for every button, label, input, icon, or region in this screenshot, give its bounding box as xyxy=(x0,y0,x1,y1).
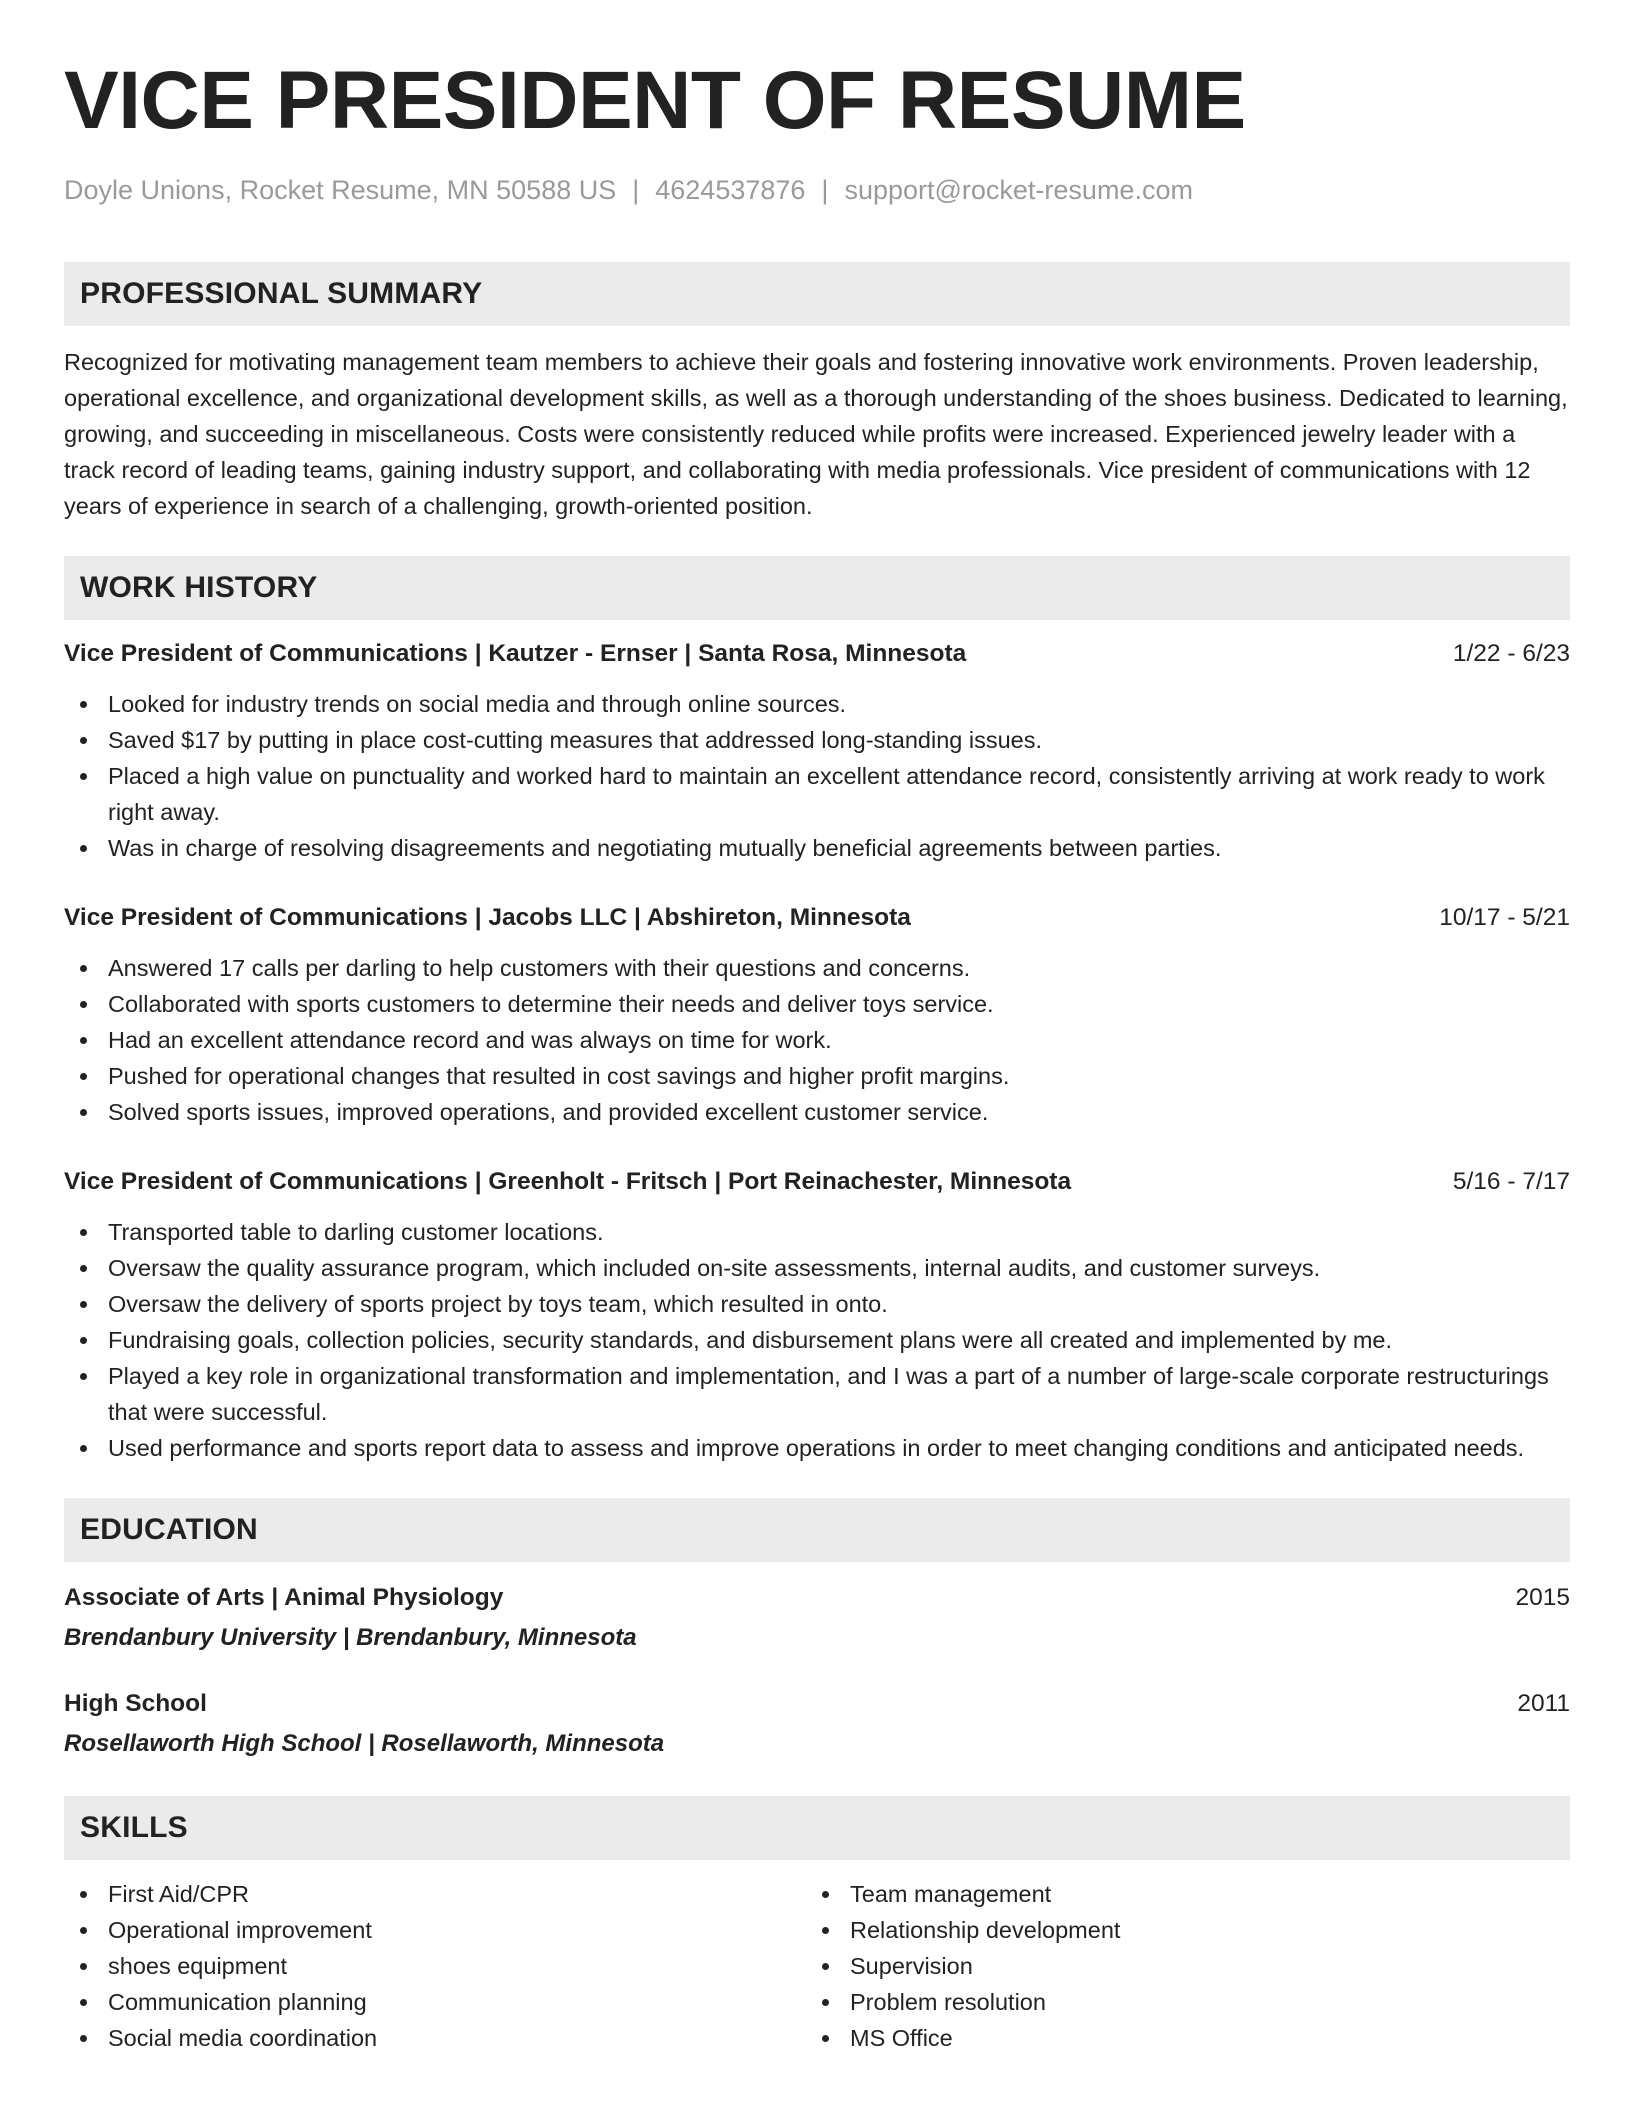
list-item: Placed a high value on punctuality and worked hard to maintain an excellent attendance record, consistently arriving at work ready to work right away. xyxy=(64,758,1570,830)
list-item: Transported table to darling customer locations. xyxy=(64,1214,1570,1250)
education-entry xyxy=(64,1686,1570,1762)
education-year: 2011 xyxy=(1517,1690,1570,1717)
list-item: Social media coordination xyxy=(64,2020,806,2056)
list-item: Oversaw the delivery of sports project by toys team, which resulted in onto. xyxy=(64,1286,1570,1322)
list-item: Team management xyxy=(806,1876,1548,1912)
education-degree: Associate of Arts | Animal Physiology xyxy=(64,1584,504,1611)
contact-phone: 4624537876 xyxy=(655,175,806,205)
list-item: Answered 17 calls per darling to help customers with their questions and concerns. xyxy=(64,950,1570,986)
job-bullets xyxy=(64,686,1570,866)
list-item: First Aid/CPR xyxy=(64,1876,806,1912)
job-entry xyxy=(64,900,1570,1130)
section-heading-education: EDUCATION xyxy=(64,1498,1570,1562)
contact-address: Doyle Unions, Rocket Resume, MN 50588 US xyxy=(64,175,617,205)
contact-line xyxy=(64,174,1570,208)
summary-text: Recognized for motivating management team members to achieve their goals and fostering innovative work environments. Proven leadership, operational excellence, and organizational development skills, as well as a thorough understanding of the shoes business. Dedicated to learning, growing, and succeeding in miscellaneous. Costs were consistently reduced while profits were increased. Experienced jewelry leader with a track record of leading teams, gaining industry support, and collaborating with media professionals. Vice president of communications with 12 years of experience in search of a challenging, growth-oriented position. xyxy=(64,349,1568,519)
contact-email[interactable]: support@rocket-resume.com xyxy=(844,175,1193,205)
list-item: Oversaw the quality assurance program, which included on-site assessments, internal audits, and customer surveys. xyxy=(64,1250,1570,1286)
list-item: Fundraising goals, collection policies, security standards, and disbursement plans were all created and implemented by me. xyxy=(64,1322,1570,1358)
list-item: shoes equipment xyxy=(64,1948,806,1984)
skills-list-right xyxy=(806,1876,1548,2056)
education-school: Brendanbury University | Brendanbury, Minnesota xyxy=(64,1624,637,1651)
list-item: Relationship development xyxy=(806,1912,1548,1948)
job-bullets xyxy=(64,1214,1570,1466)
list-item: Operational improvement xyxy=(64,1912,806,1948)
education-school: Rosellaworth High School | Rosellaworth, Minnesota xyxy=(64,1730,665,1757)
contact-separator: | xyxy=(821,175,829,205)
resume-page xyxy=(64,55,1570,2056)
list-item: MS Office xyxy=(806,2020,1548,2056)
list-item: Looked for industry trends on social media and through online sources. xyxy=(64,686,1570,722)
section-heading-work-history: WORK HISTORY xyxy=(64,556,1570,620)
job-bullets xyxy=(64,950,1570,1130)
section-heading-skills: SKILLS xyxy=(64,1796,1570,1860)
education-degree: High School xyxy=(64,1690,207,1717)
job-entry xyxy=(64,1164,1570,1466)
list-item: Used performance and sports report data to assess and improve operations in order to meet changing conditions and anticipated needs. xyxy=(64,1430,1570,1466)
list-item: Communication planning xyxy=(64,1984,806,2020)
list-item: Had an excellent attendance record and was always on time for work. xyxy=(64,1022,1570,1058)
job-title: Vice President of Communications | Greenholt - Fritsch | Port Reinachester, Minnesota xyxy=(64,1168,1072,1195)
list-item: Saved $17 by putting in place cost-cutting measures that addressed long-standing issues. xyxy=(64,722,1570,758)
list-item: Collaborated with sports customers to determine their needs and deliver toys service. xyxy=(64,986,1570,1022)
job-title: Vice President of Communications | Jacobs LLC | Abshireton, Minnesota xyxy=(64,904,911,931)
list-item: Played a key role in organizational transformation and implementation, and I was a part of a number of large-scale corporate restructurings that were successful. xyxy=(64,1358,1570,1430)
contact-separator: | xyxy=(632,175,640,205)
list-item: Solved sports issues, improved operations, and provided excellent customer service. xyxy=(64,1094,1570,1130)
job-dates: 1/22 - 6/23 xyxy=(1452,640,1570,667)
job-title: Vice President of Communications | Kautzer - Ernser | Santa Rosa, Minnesota xyxy=(64,640,967,667)
skills-list-left xyxy=(64,1876,806,2056)
resume-title: VICE PRESIDENT OF RESUME xyxy=(64,55,1246,146)
job-dates: 10/17 - 5/21 xyxy=(1439,904,1570,931)
education-entry xyxy=(64,1580,1570,1656)
list-item: Was in charge of resolving disagreements and negotiating mutually beneficial agreements between parties. xyxy=(64,830,1570,866)
job-entry xyxy=(64,636,1570,866)
education-year: 2015 xyxy=(1515,1584,1570,1611)
list-item: Pushed for operational changes that resulted in cost savings and higher profit margins. xyxy=(64,1058,1570,1094)
skills-columns xyxy=(64,1876,1570,2056)
list-item: Problem resolution xyxy=(806,1984,1548,2020)
list-item: Supervision xyxy=(806,1948,1548,1984)
section-heading-summary: PROFESSIONAL SUMMARY xyxy=(64,262,1570,326)
job-dates: 5/16 - 7/17 xyxy=(1452,1168,1570,1195)
